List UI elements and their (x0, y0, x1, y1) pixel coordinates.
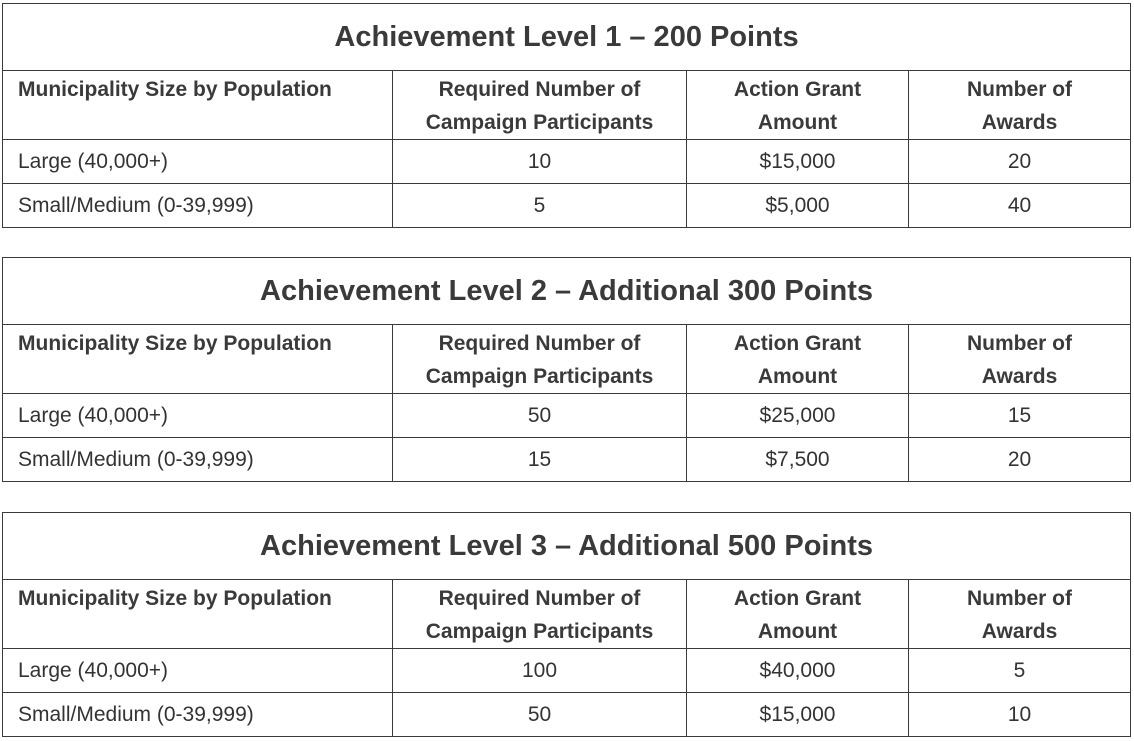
header-participants-line1: Required Number of (438, 332, 641, 355)
participants-cell: 10 (393, 140, 687, 184)
awards-cell: 40 (909, 184, 1131, 228)
header-municipality-size (3, 325, 393, 394)
awards-cell: 15 (909, 394, 1131, 438)
size-cell: Small/Medium (0-39,999) (3, 693, 393, 737)
header-number-of-awards (909, 580, 1131, 649)
header-awards-line2: Awards (981, 365, 1058, 388)
participants-cell: 50 (393, 394, 687, 438)
header-municipality-size (3, 580, 393, 649)
header-number-of-awards (909, 71, 1131, 140)
size-cell: Large (40,000+) (3, 394, 393, 438)
level-2-title: Achievement Level 2 – Additional 300 Points (3, 258, 1131, 325)
table-row (3, 394, 1131, 438)
table-row (3, 184, 1131, 228)
header-action-grant (687, 71, 909, 140)
header-participants-line2: Campaign Participants (425, 620, 654, 643)
grant-cell: $5,000 (687, 184, 909, 228)
header-awards-line1: Number of (967, 332, 1072, 355)
level-1-title: Achievement Level 1 – 200 Points (3, 4, 1131, 71)
achievement-level-1-table (2, 3, 1131, 228)
header-required-participants (393, 580, 687, 649)
header-awards-line2: Awards (981, 620, 1058, 643)
awards-cell: 10 (909, 693, 1131, 737)
header-grant-line2: Amount (757, 365, 838, 388)
header-row (3, 325, 1131, 394)
size-cell: Small/Medium (0-39,999) (3, 184, 393, 228)
header-grant-line1: Action Grant (733, 78, 862, 101)
header-participants-line1: Required Number of (438, 587, 641, 610)
grant-cell: $15,000 (687, 693, 909, 737)
table-row (3, 438, 1131, 482)
grant-cell: $25,000 (687, 394, 909, 438)
awards-cell: 20 (909, 140, 1131, 184)
header-row (3, 71, 1131, 140)
participants-cell: 50 (393, 693, 687, 737)
header-grant-line2: Amount (757, 111, 838, 134)
table-row (3, 649, 1131, 693)
participants-cell: 100 (393, 649, 687, 693)
header-participants-line2: Campaign Participants (425, 111, 654, 134)
header-number-of-awards (909, 325, 1131, 394)
header-action-grant (687, 325, 909, 394)
level-3-title: Achievement Level 3 – Additional 500 Points (3, 513, 1131, 580)
header-municipality-size (3, 71, 393, 140)
grant-cell: $15,000 (687, 140, 909, 184)
grant-cell: $7,500 (687, 438, 909, 482)
header-size-label: Municipality Size by Population (18, 587, 332, 610)
participants-cell: 5 (393, 184, 687, 228)
header-participants-line2: Campaign Participants (425, 365, 654, 388)
size-cell: Large (40,000+) (3, 140, 393, 184)
header-participants-line1: Required Number of (438, 78, 641, 101)
awards-cell: 5 (909, 649, 1131, 693)
header-awards-line1: Number of (967, 587, 1072, 610)
table-row (3, 693, 1131, 737)
header-grant-line1: Action Grant (733, 587, 862, 610)
header-action-grant (687, 580, 909, 649)
size-cell: Small/Medium (0-39,999) (3, 438, 393, 482)
awards-cell: 20 (909, 438, 1131, 482)
header-required-participants (393, 71, 687, 140)
header-required-participants (393, 325, 687, 394)
achievement-level-2-table (2, 257, 1131, 482)
grant-cell: $40,000 (687, 649, 909, 693)
header-awards-line2: Awards (981, 111, 1058, 134)
header-awards-line1: Number of (967, 78, 1073, 101)
header-size-label: Municipality Size by Population (18, 78, 332, 101)
size-cell: Large (40,000+) (3, 649, 393, 693)
header-row (3, 580, 1131, 649)
header-grant-line2: Amount (757, 620, 838, 643)
achievement-level-3-table (2, 512, 1131, 737)
table-row (3, 140, 1131, 184)
header-size-label: Municipality Size by Population (18, 332, 332, 355)
header-grant-line1: Action Grant (733, 332, 862, 355)
participants-cell: 15 (393, 438, 687, 482)
